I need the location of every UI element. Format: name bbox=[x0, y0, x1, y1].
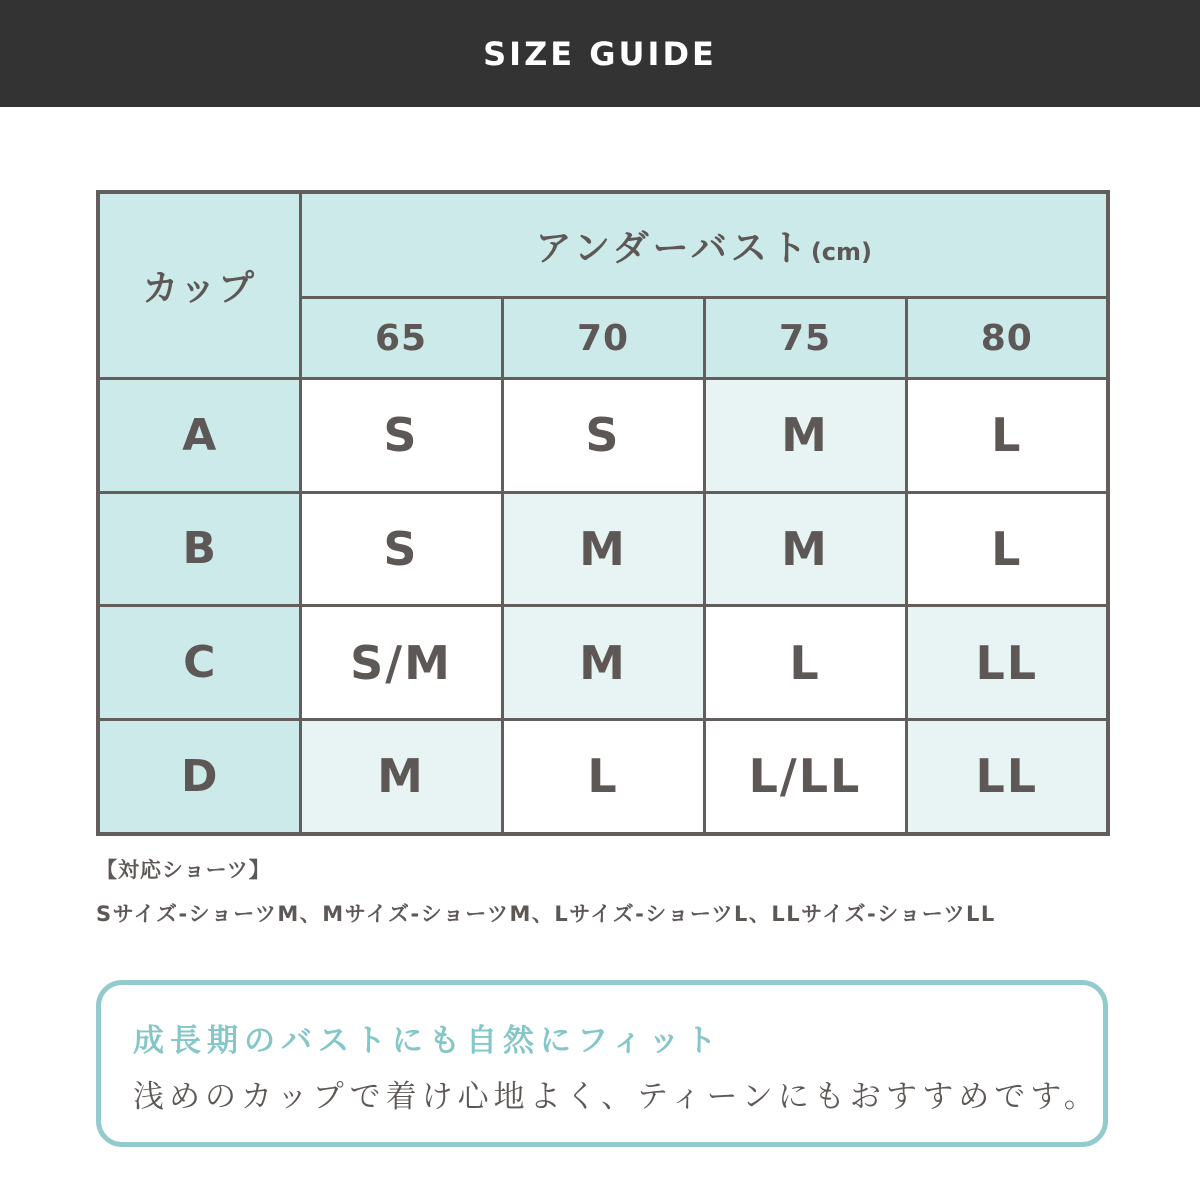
callout-text: 浅めのカップで着け心地よく、ティーンにもおすすめです。 bbox=[133, 1079, 1100, 1115]
band-size-cell: 80 bbox=[906, 298, 1108, 379]
cup-size-cell: B bbox=[98, 492, 300, 606]
band-size-cell: 70 bbox=[502, 298, 704, 379]
table-header-row bbox=[98, 192, 1108, 298]
size-cell: LL bbox=[906, 606, 1108, 720]
under-bust-unit: (cm) bbox=[810, 237, 872, 266]
cup-size-cell: D bbox=[98, 719, 300, 834]
feature-callout bbox=[96, 980, 1108, 1147]
size-cell: M bbox=[502, 606, 704, 720]
size-cell: M bbox=[300, 719, 502, 834]
cup-size-cell: A bbox=[98, 379, 300, 493]
table-row bbox=[98, 379, 1108, 493]
table-row bbox=[98, 606, 1108, 720]
size-cell: M bbox=[502, 492, 704, 606]
table-row bbox=[98, 492, 1108, 606]
size-guide-table bbox=[96, 190, 1110, 836]
under-bust-label: アンダーバスト bbox=[535, 227, 811, 269]
callout-title: 成長期のバストにも自然にフィット bbox=[133, 1023, 723, 1059]
cup-column-header: カップ bbox=[98, 192, 300, 379]
size-cell: L bbox=[502, 719, 704, 834]
size-cell: S bbox=[300, 492, 502, 606]
header-bar bbox=[0, 0, 1200, 107]
cup-size-cell: C bbox=[98, 606, 300, 720]
page-title: SIZE GUIDE bbox=[483, 34, 717, 73]
size-cell: L bbox=[704, 606, 906, 720]
table-row bbox=[98, 719, 1108, 834]
size-cell: L bbox=[906, 379, 1108, 493]
shorts-notes bbox=[96, 855, 1156, 929]
under-bust-header bbox=[300, 192, 1108, 298]
band-size-cell: 75 bbox=[704, 298, 906, 379]
notes-text: Sサイズ-ショーツM、Mサイズ-ショーツM、Lサイズ-ショーツL、LLサイズ-ショーツLL bbox=[96, 902, 996, 926]
size-cell: S bbox=[300, 379, 502, 493]
size-cell: S/M bbox=[300, 606, 502, 720]
band-size-cell: 65 bbox=[300, 298, 502, 379]
size-cell: S bbox=[502, 379, 704, 493]
size-cell: L/LL bbox=[704, 719, 906, 834]
size-cell: L bbox=[906, 492, 1108, 606]
notes-heading: 【対応ショーツ】 bbox=[96, 858, 271, 882]
size-cell: LL bbox=[906, 719, 1108, 834]
size-cell: M bbox=[704, 379, 906, 493]
size-cell: M bbox=[704, 492, 906, 606]
